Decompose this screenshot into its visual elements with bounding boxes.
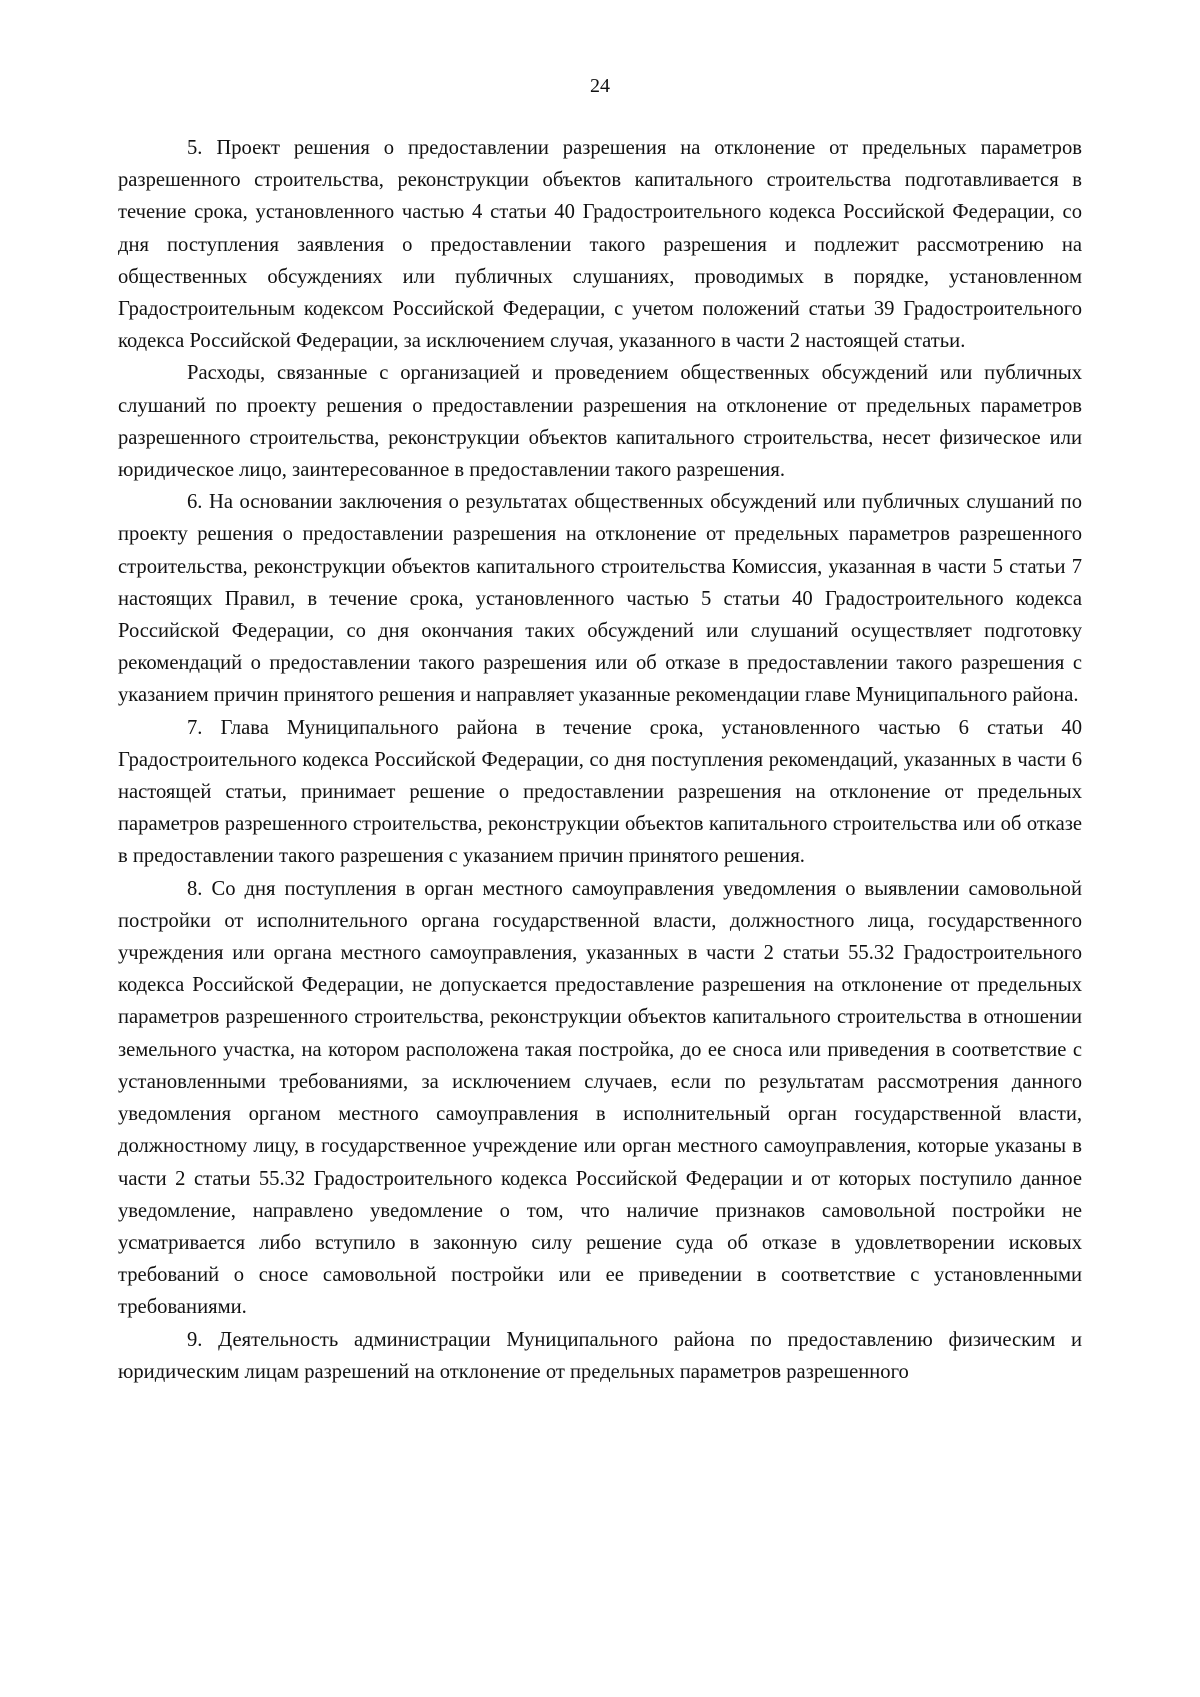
document-body [118,132,1082,1388]
paragraph-item-7: 7. Глава Муниципального района в течение срока, установленного частью 6 статьи 40 Градостроительного кодекса Российской Федерации, со дня поступления рекомендаций, указанных в части 6 настоящей статьи, принимает решение о предоставлении разрешения на отклонение от предельных параметров разрешенного строительства, реконструкции объектов капитального строительства или об отказе в предоставлении такого разрешения с указанием причин принятого решения. [118,716,1082,868]
paragraph-item-8: 8. Со дня поступления в орган местного самоуправления уведомления о выявлении самовольной постройки от исполнительного органа государственной власти, должностного лица, государственного учреждения или органа местного самоуправления, указанных в части 2 статьи 55.32 Градостроительного кодекса Российской Федерации, не допускается предоставление разрешения на отклонение от предельных параметров разрешенного строительства, реконструкции объектов капитального строительства в отношении земельного участка, на котором расположена такая постройка, до ее сноса или приведения в соответствие с установленными требованиями, за исключением случаев, если по результатам рассмотрения данного уведомления органом местного самоуправления в исполнительный орган государственной власти, должностному лицу, в государственное учреждение или орган местного самоуправления, которые указаны в части 2 статьи 55.32 Градостроительного кодекса Российской Федерации и от которых поступило данное уведомление, направлено уведомление о том, что наличие признаков самовольной постройки не усматривается либо вступило в законную силу решение суда об отказе в удовлетворении исковых требований о сносе самовольной постройки или ее приведении в соответствие с установленными требованиями. [118,877,1082,1319]
paragraph-expenses: Расходы, связанные с организацией и проведением общественных обсуждений или публичных слушаний по проекту решения о предоставлении разрешения на отклонение от предельных параметров разрешенного строительства, реконструкции объектов капитального строительства, несет физическое или юридическое лицо, заинтересованное в предоставлении такого разрешения. [118,362,1082,482]
page-number: 24 [590,75,610,97]
paragraph-item-5: 5. Проект решения о предоставлении разрешения на отклонение от предельных параметров разрешенного строительства, реконструкции объектов капитального строительства подготавливается в течение срока, установленного частью 4 статьи 40 Градостроительного кодекса Российской Федерации, со дня поступления заявления о предоставлении такого разрешения и подлежит рассмотрению на общественных обсуждениях или публичных слушаниях, проводимых в порядке, установленном Градостроительным кодексом Российской Федерации, с учетом положений статьи 39 Градостроительного кодекса Российской Федерации, за исключением случая, указанного в части 2 настоящей статьи. [118,137,1082,353]
paragraph-item-9: 9. Деятельность администрации Муниципального района по предоставлению физическим и юридическим лицам разрешений на отклонение от предельных параметров разрешенного [118,1328,1082,1383]
paragraph-item-6: 6. На основании заключения о результатах общественных обсуждений или публичных слушаний по проекту решения о предоставлении разрешения на отклонение от предельных параметров разрешенного строительства, реконструкции объектов капитального строительства Комиссия, указанная в части 5 статьи 7 настоящих Правил, в течение срока, установленного частью 5 статьи 40 Градостроительного кодекса Российской Федерации, со дня окончания таких обсуждений или слушаний осуществляет подготовку рекомендаций о предоставлении такого разрешения или об отказе в предоставлении такого разрешения с указанием причин принятого решения и направляет указанные рекомендации главе Муниципального района. [118,491,1082,707]
